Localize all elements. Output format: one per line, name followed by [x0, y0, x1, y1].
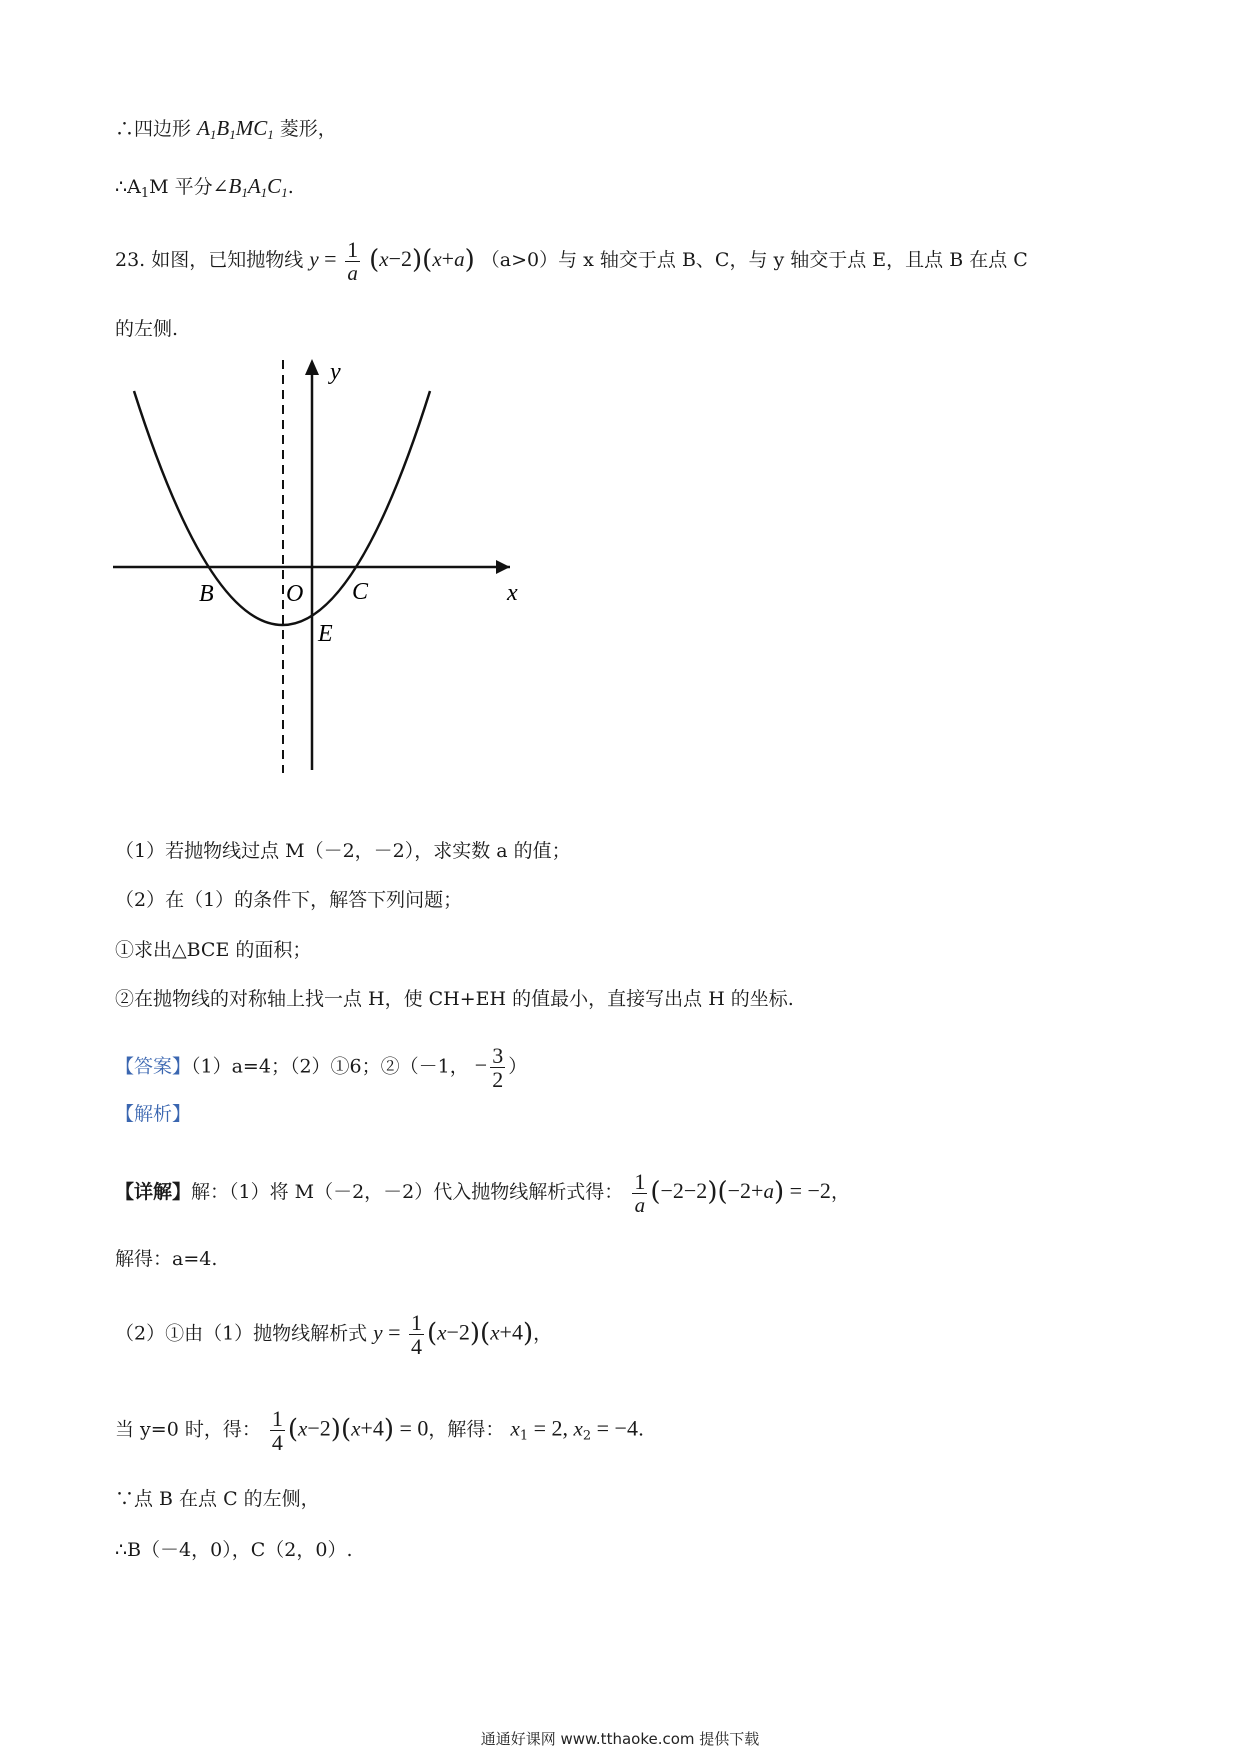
analysis-tag: 【解析】: [115, 1103, 192, 1125]
part-2: （2）在（1）的条件下，解答下列问题；: [115, 889, 463, 911]
label-O: O: [286, 581, 304, 607]
question-23: 23. 如图，已知抛物线 y = $\frac{1}{a}$ (x−2)(x+a) （a>0）与 x 轴交于点 B、C，与 y 轴交于点 E，且点 B 在点 C: [115, 237, 1028, 286]
part-2-b: ②在抛物线的对称轴上找一点 H，使 CH+EH 的值最小，直接写出点 H 的坐标.: [115, 988, 794, 1010]
detail-line: 【详解】解：（1）将 M（－2，－2）代入抛物线解析式得： $\frac{1}{a}$ (−2−2)(−2+a) = −2，: [115, 1169, 850, 1218]
step-2: （2）①由（1）抛物线解析式 y = $\frac{1}{4}$ (x−2)(x+4)，: [115, 1310, 553, 1360]
roots-line: 当 y=0 时，得： $\frac{1}{4}$ (x−2)(x+4) = 0，解得： $x_1 = 2$, $x_2 = -4$.: [115, 1406, 644, 1456]
part-1: （1）若抛物线过点 M（－2，－2），求实数 a 的值；: [115, 840, 571, 862]
solve-a: 解得：a=4.: [115, 1248, 218, 1270]
label-C: C: [352, 579, 369, 605]
answer-tag: 【答案】: [115, 1055, 192, 1078]
because-line: ∵点 B 在点 C 的左侧，: [115, 1488, 320, 1510]
text-line-bisector: $\therefore A_1M$ 平分$\angle B_1A_1C_1$.: [115, 174, 294, 201]
part-2-a: ①求出△BCE 的面积；: [115, 939, 312, 961]
detail-tag: 【详解】: [115, 1181, 192, 1204]
label-y: y: [330, 359, 341, 385]
fraction-1-over-a: $\frac{1}{a}$: [347, 237, 359, 286]
math-quad: $A_1B_1MC_1$: [197, 116, 274, 142]
therefore-line: ∴B（－4，0），C（2，0）.: [115, 1539, 353, 1561]
parabola-figure: [110, 355, 530, 775]
answer-line: 【答案】（1）a=4；（2）①6；②（－1， − $\frac{3}{2}$ ）: [115, 1043, 528, 1093]
footer: 通通好课网 www.tthaoke.com 提供下载: [480, 1730, 760, 1748]
text-line-rhombus: ∴四边形 $A_1B_1MC_1$ 菱形，: [115, 116, 337, 142]
label-x: x: [507, 580, 518, 606]
x-axis-arrow: [496, 560, 510, 574]
label-E: E: [318, 621, 333, 647]
label-B: B: [199, 581, 214, 607]
fraction-3-over-2: $\frac{3}{2}$: [492, 1043, 504, 1093]
question-23-cont: 的左侧.: [115, 318, 179, 340]
y-axis-arrow: [305, 359, 319, 375]
